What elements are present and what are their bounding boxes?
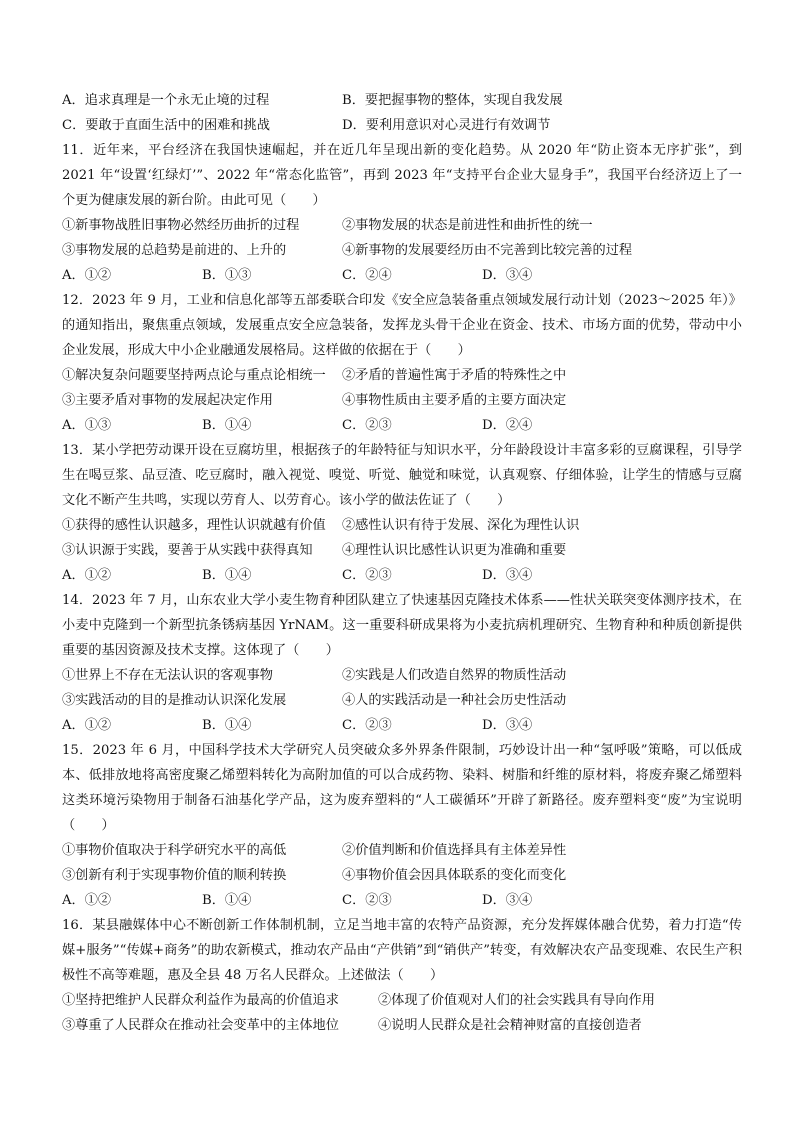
question-14 xyxy=(62,588,742,738)
statements-row xyxy=(62,663,742,688)
answer-a: A．①② xyxy=(62,268,112,283)
answer-c: C．②③ xyxy=(342,418,392,433)
answer-c: C．②③ xyxy=(342,568,392,583)
statement-3: ③主要矛盾对事物的发展起决定作用 xyxy=(62,393,273,408)
statement-2: ②实践是人们改造自然界的物质性活动 xyxy=(342,668,567,683)
answer-options xyxy=(62,263,742,288)
answer-options xyxy=(62,888,742,913)
statement-4: ④新事物的发展要经历由不完善到比较完善的过程 xyxy=(342,243,633,258)
statements-row xyxy=(62,863,742,888)
answer-a: A．①② xyxy=(62,893,112,908)
answer-a: A．①② xyxy=(62,568,112,583)
answer-d: D．③④ xyxy=(482,893,533,908)
statement-3: ③实践活动的目的是推动认识深化发展 xyxy=(62,693,287,708)
statements-row xyxy=(62,688,742,713)
exam-page xyxy=(62,88,742,1038)
q10-option-c: C．要敢于直面生活中的困难和挑战 xyxy=(62,118,270,133)
answer-b: B．①④ xyxy=(202,568,252,583)
answer-a: A．①② xyxy=(62,718,112,733)
question-stem: 15．2023 年 6 月，中国科学技术大学研究人员突破众多外界条件限制，巧妙设计出一种“氢呼吸”策略，可以低成本、低排放地将高密度聚乙烯塑料转化为高附加值的可以合成药物、染料、树脂和纤维的原材料，将废弃聚乙烯塑料这类环境污染物用于制备石油基化学产品，这为废弃塑料的“人工碳循环”开辟了新路径。废弃塑料变“废”为宝说明（ ） xyxy=(62,743,742,833)
answer-d: D．②④ xyxy=(482,418,533,433)
answer-d: D．③④ xyxy=(482,568,533,583)
statement-2: ②感性认识有待于发展、深化为理性认识 xyxy=(342,518,580,533)
statements-row xyxy=(62,388,742,413)
statement-4: ④理性认识比感性认识更为准确和重要 xyxy=(342,543,567,558)
statement-3: ③尊重了人民群众在推动社会变革中的主体地位 xyxy=(62,1018,339,1033)
question-stem: 14．2023 年 7 月，山东农业大学小麦生物育种团队建立了快速基因克隆技术体系——性状关联突变体测序技术，在小麦中克隆到一个新型抗条锈病基因 YrNAM。这一重要科研成果将为小麦抗病机理研究、生物育种和种质创新提供重要的基因资源及技术支撑。这体现了（ ） xyxy=(62,593,742,658)
answer-options xyxy=(62,413,742,438)
question-stem: 12．2023 年 9 月，工业和信息化部等五部委联合印发《安全应急装备重点领域发展行动计划（2023～2025 年）》的通知指出，聚焦重点领域，发展重点安全应急装备，发挥龙头骨干企业在资金、技术、市场方面的优势，带动中小企业发展，形成大中小企业融通发展格局。这样做的依据在于（ ） xyxy=(62,293,742,358)
question-16 xyxy=(62,913,742,1038)
answer-b: B．①③ xyxy=(202,268,252,283)
statement-1: ①坚持把维护人民群众利益作为最高的价值追求 xyxy=(62,993,339,1008)
answer-d: D．③④ xyxy=(482,718,533,733)
question-13 xyxy=(62,438,742,588)
statement-2: ②价值判断和价值选择具有主体差异性 xyxy=(342,843,567,858)
answer-options xyxy=(62,563,742,588)
answer-c: C．②④ xyxy=(342,268,392,283)
q10-option-a: A．追求真理是一个永无止境的过程 xyxy=(62,93,270,108)
statements-row xyxy=(62,538,742,563)
answer-c: C．②③ xyxy=(342,893,392,908)
statement-2: ②体现了价值观对人们的社会实践具有导向作用 xyxy=(378,993,655,1008)
statement-1: ①新事物战胜旧事物必然经历曲折的过程 xyxy=(62,218,300,233)
question-11 xyxy=(62,138,742,288)
statement-4: ④人的实践活动是一种社会历史性活动 xyxy=(342,693,567,708)
statements-row xyxy=(62,838,742,863)
question-stem: 11．近年来，平台经济在我国快速崛起，并在近几年呈现出新的变化趋势。从 2020 年“防止资本无序扩张”，到 2021 年“设置‘红绿灯’”、2022 年“常态化监管”，再到 2023 年“支持平台企业大显身手”，我国平台经济迈上了一个更为健康发展的新台阶。由此可见（ ） xyxy=(62,143,742,208)
statement-4: ④事物价值会因具体联系的变化而变化 xyxy=(342,868,567,883)
answer-d: D．③④ xyxy=(482,268,533,283)
statement-1: ①事物价值取决于科学研究水平的高低 xyxy=(62,843,287,858)
question-12 xyxy=(62,288,742,438)
answer-b: B．①④ xyxy=(202,418,252,433)
statements-row xyxy=(62,513,742,538)
statement-3: ③事物发展的总趋势是前进的、上升的 xyxy=(62,243,287,258)
answer-b: B．①④ xyxy=(202,718,252,733)
q10-options-row-1 xyxy=(62,88,742,113)
statements-row xyxy=(62,213,742,238)
statement-2: ②矛盾的普遍性寓于矛盾的特殊性之中 xyxy=(342,368,567,383)
statement-3: ③认识源于实践，要善于从实践中获得真知 xyxy=(62,543,313,558)
statement-4: ④说明人民群众是社会精神财富的直接创造者 xyxy=(378,1018,642,1033)
statement-2: ②事物发展的状态是前进性和曲折性的统一 xyxy=(342,218,593,233)
question-15 xyxy=(62,738,742,913)
q10-option-d: D．要利用意识对心灵进行有效调节 xyxy=(342,118,551,133)
answer-c: C．②③ xyxy=(342,718,392,733)
statements-row xyxy=(62,988,742,1013)
answer-options xyxy=(62,713,742,738)
statement-1: ①获得的感性认识越多，理性认识就越有价值 xyxy=(62,518,326,533)
answer-a: A．①③ xyxy=(62,418,112,433)
statements-row xyxy=(62,238,742,263)
statement-1: ①世界上不存在无法认识的客观事物 xyxy=(62,668,273,683)
statements-row xyxy=(62,1013,742,1038)
q10-options-row-2 xyxy=(62,113,742,138)
statement-1: ①解决复杂问题要坚持两点论与重点论相统一 xyxy=(62,368,326,383)
question-stem: 16．某县融媒体中心不断创新工作体制机制，立足当地丰富的农特产品资源，充分发挥媒体融合优势，着力打造“传媒+服务”“传媒+商务”的助农新模式，推动农产品由“产供销”到“销供产”转变，有效解决农产品变现难、农民生产积极性不高等难题，惠及全县 48 万名人民群众。上述做法（ ） xyxy=(62,918,742,983)
statement-3: ③创新有利于实现事物价值的顺利转换 xyxy=(62,868,287,883)
q10-option-b: B．要把握事物的整体，实现自我发展 xyxy=(342,93,563,108)
answer-b: B．①④ xyxy=(202,893,252,908)
statement-4: ④事物性质由主要矛盾的主要方面决定 xyxy=(342,393,567,408)
question-stem: 13．某小学把劳动课开设在豆腐坊里，根据孩子的年龄特征与知识水平，分年龄段设计丰富多彩的豆腐课程，引导学生在喝豆浆、品豆渣、吃豆腐时，融入视觉、嗅觉、听觉、触觉和味觉，认真观察、仔细体验，让学生的情感与豆腐文化不断产生共鸣，实现以劳育人、以劳育心。该小学的做法佐证了（ ） xyxy=(62,443,742,508)
statements-row xyxy=(62,363,742,388)
